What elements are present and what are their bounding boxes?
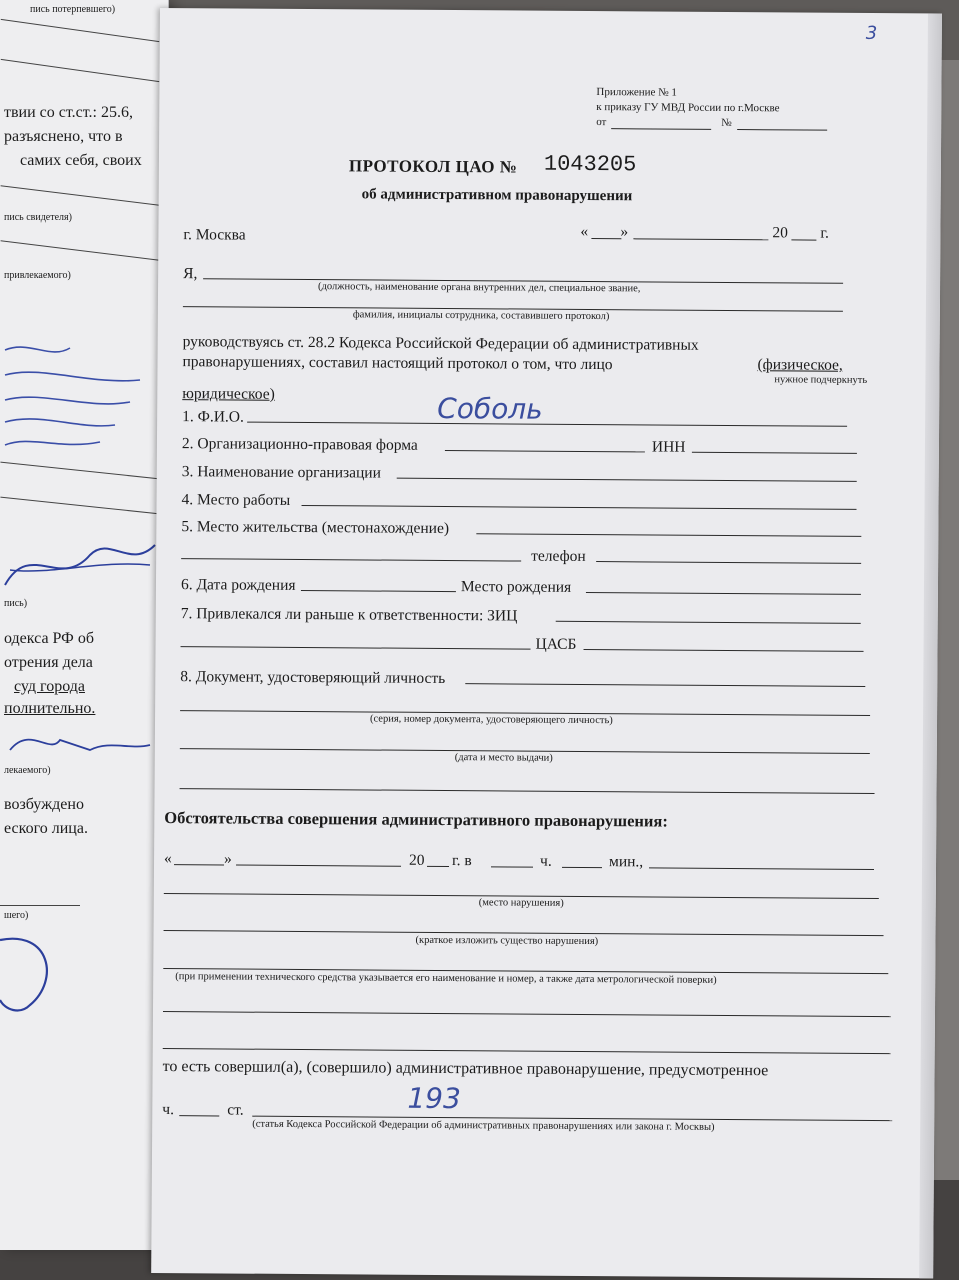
left-text: пись потерпевшего) xyxy=(30,4,116,15)
order-date-label: от xyxy=(596,116,607,129)
left-line xyxy=(1,185,160,205)
document-label: 8. Документ, удостоверяющий личность xyxy=(180,668,446,688)
prior-label: 7. Привлекался ли раньше к ответственности: ЗИЦ xyxy=(180,605,518,625)
tsasb-line xyxy=(584,649,864,652)
circ-quote-open: « xyxy=(164,850,172,868)
place-caption: (место нарушения) xyxy=(478,897,564,909)
preamble-physical: (физическое, xyxy=(757,356,843,374)
inn-line xyxy=(692,452,857,454)
device-caption: (при применении технического средства указывается его наименование и номер, а также дата метрологической поверки) xyxy=(175,971,717,986)
left-line xyxy=(0,462,159,480)
birth-date-label: 6. Дата рождения xyxy=(180,576,296,594)
protocol-title: ПРОТОКОЛ ЦАО № xyxy=(348,156,518,177)
left-line xyxy=(0,905,80,906)
left-page xyxy=(0,0,169,1250)
device-line-3 xyxy=(163,1048,891,1054)
circ-year-suffix: г. в xyxy=(451,852,472,870)
device-line-2 xyxy=(163,1011,891,1017)
preamble-note: нужное подчеркнуть xyxy=(774,374,868,386)
left-line xyxy=(1,240,160,260)
order-label: к приказу ГУ МВД России по г.Москве xyxy=(596,101,780,115)
date-year-suffix: г. xyxy=(820,224,829,242)
circ-minute-line xyxy=(562,867,602,868)
left-line xyxy=(1,19,160,42)
left-text: пись свидетеля) xyxy=(4,212,72,223)
phone-label: телефон xyxy=(531,547,586,565)
left-text: шего) xyxy=(4,910,29,921)
circ-year-line xyxy=(427,866,449,867)
handwriting-scribble xyxy=(0,330,160,460)
date-quote-close: » xyxy=(620,223,629,241)
protocol-page xyxy=(151,8,942,1278)
left-line xyxy=(0,497,159,515)
date-month-line xyxy=(633,238,768,240)
residence-line-2 xyxy=(181,558,521,561)
document-line xyxy=(465,683,865,687)
left-text: отрения дела xyxy=(4,654,93,671)
circ-hour-line xyxy=(491,866,533,867)
birth-place-label: Место рождения xyxy=(460,578,572,596)
article-caption: (статья Кодекса Российской Федерации об административных правонарушениях или закона г. Москвы) xyxy=(252,1118,715,1133)
article-label: ст. xyxy=(227,1101,244,1119)
circ-month-line xyxy=(236,865,401,867)
date-year-prefix: 20 xyxy=(772,224,789,242)
circ-quote-close: » xyxy=(224,850,232,868)
left-text: привлекаемого) xyxy=(4,270,71,281)
birth-date-line xyxy=(301,590,456,592)
birth-place-line xyxy=(586,592,861,595)
issue-line-2 xyxy=(180,788,875,794)
preamble-line-2: правонарушениях, составил настоящий протокол о том, что лицо xyxy=(182,353,613,374)
preamble-legal: юридическое) xyxy=(182,385,275,403)
circ-place-line xyxy=(649,867,874,870)
officer-i-label: Я, xyxy=(183,265,198,283)
left-text: твии со ст.ст.: 25.6, xyxy=(4,104,133,121)
left-text: еского лица. xyxy=(4,820,88,837)
order-number-label: № xyxy=(721,116,732,129)
date-quote-open: « xyxy=(580,222,589,240)
order-date-line xyxy=(611,128,711,130)
left-line xyxy=(1,59,160,82)
date-day-line xyxy=(591,238,621,239)
left-text: полнительно. xyxy=(4,700,96,717)
inn-label: ИНН xyxy=(651,438,686,456)
protocol-number: 1043205 xyxy=(543,151,637,178)
signature-icon xyxy=(0,530,160,600)
left-text: одекса РФ об xyxy=(4,630,94,647)
work-label: 4. Место работы xyxy=(181,491,291,509)
page-number: 3 xyxy=(865,22,878,45)
residence-line xyxy=(476,533,861,537)
document-caption: (серия, номер документа, удостоверяющего личность) xyxy=(370,713,613,727)
fio-line xyxy=(247,422,847,427)
conclusion-text: то есть совершил(а), (совершило) административное правонарушение, предусмотренное xyxy=(162,1058,769,1080)
tsasb-label: ЦАСБ xyxy=(535,635,577,653)
article-value: 193 xyxy=(407,1081,461,1116)
essence-caption: (краткое изложить существо нарушения) xyxy=(415,934,599,948)
left-text: возбуждено xyxy=(4,796,84,813)
left-text: разъяснено, что в xyxy=(4,128,123,145)
officer-caption: (должность, наименование органа внутренних дел, специальное звание, xyxy=(318,281,641,295)
org-name-label: 3. Наименование организации xyxy=(181,463,381,482)
left-text: лекаемого) xyxy=(4,765,51,776)
order-number-line xyxy=(737,129,827,131)
appendix-label: Приложение № 1 xyxy=(596,86,678,99)
fio-value: Соболь xyxy=(437,391,543,426)
part-line xyxy=(179,1115,219,1116)
residence-label: 5. Место жительства (местонахождение) xyxy=(181,518,450,538)
part-label: ч. xyxy=(162,1101,175,1119)
org-form-label: 2. Организационно-правовая форма xyxy=(181,435,418,454)
org-form-line xyxy=(445,450,645,452)
phone-line xyxy=(596,561,861,564)
page-edge xyxy=(919,13,942,1278)
signature-icon xyxy=(0,720,160,765)
preamble-line-1: руководствуясь ст. 28.2 Кодекса Российской Федерации об административных xyxy=(182,333,699,354)
org-name-line xyxy=(397,478,857,482)
circ-hours-label: ч. xyxy=(539,852,552,870)
protocol-subtitle: об административном правонарушении xyxy=(361,186,633,205)
circumstances-heading: Обстоятельства совершения административного правонарушения: xyxy=(164,808,668,831)
circ-day-line xyxy=(174,864,224,865)
circ-minutes-label: мин., xyxy=(608,853,644,871)
prior-line xyxy=(556,621,861,624)
date-year-line xyxy=(791,239,816,240)
officer-caption-2: фамилия, инициалы сотрудника, составившего протокол) xyxy=(352,309,610,323)
left-text: самих себя, своих xyxy=(20,152,142,169)
issue-caption: (дата и место выдачи) xyxy=(454,752,553,764)
left-text: суд города xyxy=(14,678,85,695)
left-text: пись) xyxy=(4,598,28,609)
city-label: г. Москва xyxy=(183,226,246,244)
circ-year-prefix: 20 xyxy=(408,851,425,869)
prior-line-2 xyxy=(181,646,531,649)
fio-label: 1. Ф.И.О. xyxy=(182,408,244,426)
work-line xyxy=(302,505,857,510)
handwriting-scribble xyxy=(0,920,160,1030)
